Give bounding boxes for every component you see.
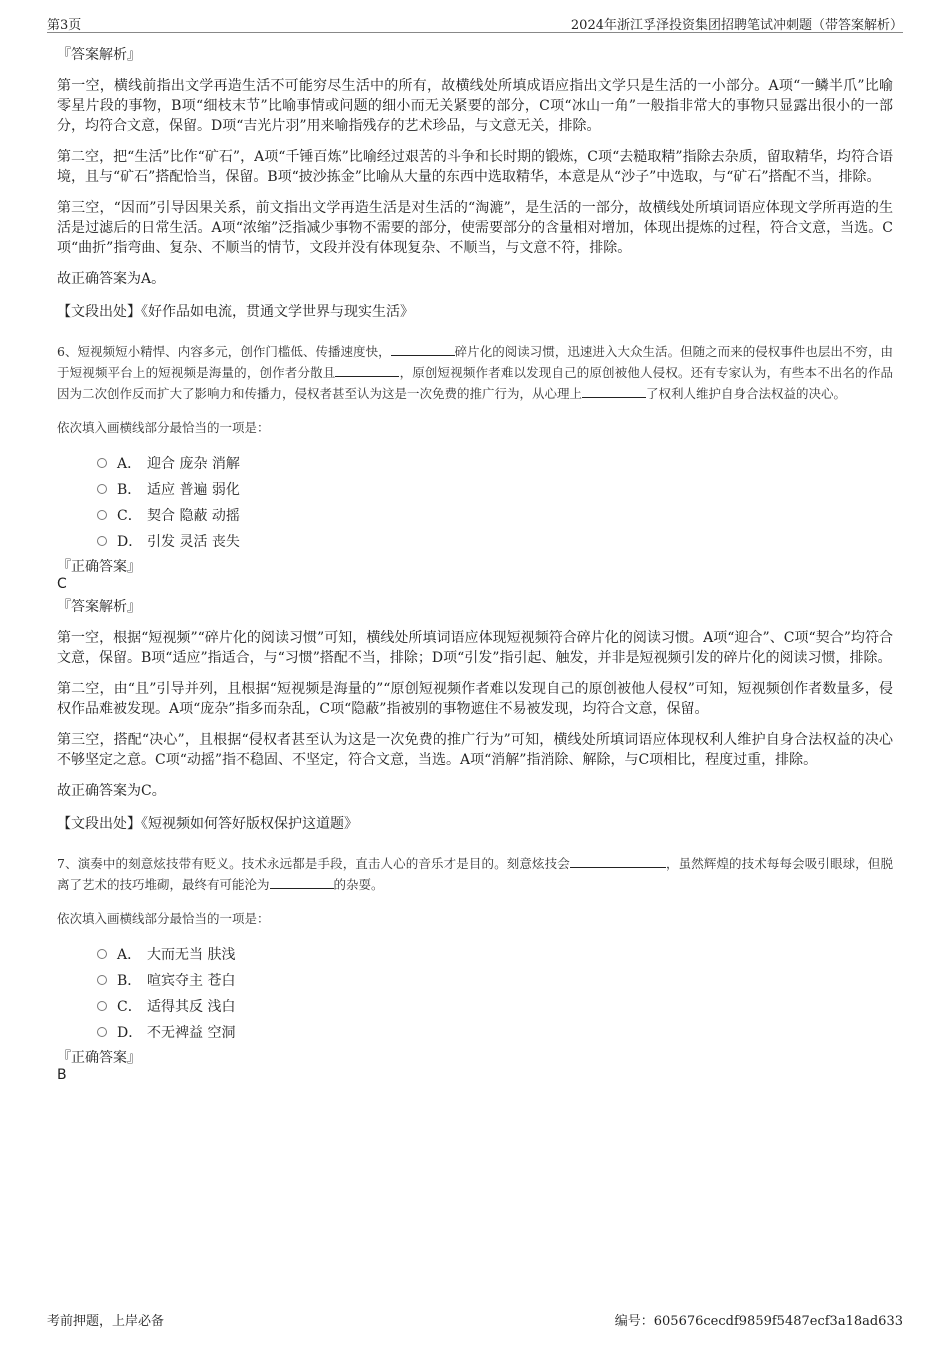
option-b[interactable] (97, 476, 893, 502)
radio-icon[interactable] (97, 1027, 107, 1037)
radio-icon[interactable] (97, 975, 107, 985)
code-label: 编号： (614, 1314, 654, 1329)
option-letter: A． (117, 456, 142, 472)
option-text: 契合 隐蔽 动摇 (147, 508, 240, 524)
option-text: 迎合 庞杂 消解 (147, 456, 240, 472)
code-value: 605676cecdf9859f5487ecf3a18ad633 (653, 1314, 903, 1329)
option-letter: D． (117, 534, 143, 550)
source-citation: 【文段出处】《短视频如何答好版权保护这道题》 (57, 816, 358, 832)
analysis-paragraph: 第二空，由“且”引导并列，且根据“短视频是海量的”“原创短视频作者难以发现自己的原创被他人侵权”可知，短视频创作者数量多，侵权作品难被发现。A项“庞杂”指多而杂乱，C项“隐蔽”指被别的事物遮住不易被发现，均符合文意，保留。 (57, 681, 893, 717)
fill-blank (570, 855, 666, 868)
radio-icon[interactable] (97, 484, 107, 494)
option-letter: C． (117, 999, 142, 1015)
fill-blank (582, 385, 646, 398)
stem-text: 6、短视频短小精悍、内容多元，创作门槛低、传播速度快， (57, 344, 391, 359)
radio-icon[interactable] (97, 1001, 107, 1011)
correct-answer-tag: 『正确答案』 (57, 559, 141, 575)
source-citation: 【文段出处】《好作品如电流，贯通文学世界与现实生活》 (57, 304, 414, 320)
analysis-paragraph: 第三空，“因而”引导因果关系，前文指出文学再造生活是对生活的“淘漉”，是生活的一部分，故横线处所填词语应体现文学所再造的生活是过滤后的日常生活。A项“浓缩”泛指减少事物不需要的部分，使需要部分的含量相对增加，体现出提炼的过程，符合文意，当选。C项“曲折”指弯曲、复杂、不顺当的情节，文段并没有体现复杂、不顺当，与文意不符，排除。 (57, 200, 893, 256)
correct-answer: C (57, 576, 67, 592)
question-7-stem (57, 853, 893, 895)
fill-blank (391, 343, 455, 356)
fill-blank (270, 876, 334, 889)
answer-conclusion: 故正确答案为C。 (57, 783, 166, 799)
radio-icon[interactable] (97, 510, 107, 520)
option-d[interactable] (97, 1019, 893, 1045)
option-text: 引发 灵活 丧失 (147, 534, 240, 550)
radio-icon[interactable] (97, 458, 107, 468)
option-a[interactable] (97, 941, 893, 967)
option-c[interactable] (97, 502, 893, 528)
document-code (615, 1310, 903, 1329)
analysis-paragraph: 第一空，横线前指出文学再造生活不可能穷尽生活中的所有，故横线处所填成语应指出文学只是生活的一小部分。A项“一鳞半爪”比喻零星片段的事物，B项“细枝末节”比喻事情或问题的细小而无关紧要的部分，C项“冰山一角”一般指非常大的事物只显露出很小的一部分，均符合文意，保留。D项“吉光片羽”用来喻指残存的艺术珍品，与文意无关，排除。 (57, 78, 893, 134)
stem-text: 的杂耍。 (333, 877, 384, 892)
radio-icon[interactable] (97, 949, 107, 959)
correct-answer-tag: 『正确答案』 (57, 1050, 141, 1066)
radio-icon[interactable] (97, 536, 107, 546)
footer-slogan: 考前押题，上岸必备 (47, 1314, 165, 1329)
question-6-stem (57, 341, 893, 404)
option-c[interactable] (97, 993, 893, 1019)
option-letter: A． (117, 947, 142, 963)
option-text: 喧宾夺主 苍白 (147, 973, 236, 989)
option-d[interactable] (97, 528, 893, 554)
option-a[interactable] (97, 450, 893, 476)
analysis-tag: 『答案解析』 (57, 599, 141, 615)
question-prompt: 依次填入画横线部分最恰当的一项是： (57, 420, 270, 435)
option-letter: B． (117, 973, 142, 989)
analysis-paragraph: 第一空，根据“短视频”“碎片化的阅读习惯”可知，横线处所填词语应体现短视频符合碎片化的阅读习惯。A项“迎合”、C项“契合”均符合文意，保留。B项“适应”指适合，与“习惯”搭配不当，排除；D项“引发”指引起、触发，并非是短视频引发的碎片化的阅读习惯，排除。 (57, 630, 893, 666)
correct-answer: B (57, 1067, 67, 1083)
stem-text: 了权利人维护自身合法权益的决心。 (646, 386, 847, 401)
question-prompt: 依次填入画横线部分最恰当的一项是： (57, 911, 270, 926)
analysis-paragraph: 第三空，搭配“决心”，且根据“侵权者甚至认为这是一次免费的推广行为”可知，横线处所填词语应体现权利人维护自身合法权益的决心不够坚定之意。C项“动摇”指不稳固、不坚定，符合文意，当选。A项“消解”指消除、解除，与C项相比，程度过重，排除。 (57, 732, 893, 768)
option-letter: D． (117, 1025, 143, 1041)
analysis-tag: 『答案解析』 (57, 47, 141, 63)
option-b[interactable] (97, 967, 893, 993)
option-letter: B． (117, 482, 142, 498)
answer-conclusion: 故正确答案为A。 (57, 271, 166, 287)
document-title: 2024年浙江孚泽投资集团招聘笔试冲刺题（带答案解析） (570, 18, 903, 33)
fill-blank (335, 364, 399, 377)
option-text: 不无裨益 空洞 (147, 1025, 236, 1041)
stem-text: 7、演奏中的刻意炫技带有贬义。技术永远都是手段，直击人心的音乐才是目的。刻意炫技会 (57, 856, 570, 871)
option-text: 适应 普遍 弱化 (147, 482, 240, 498)
stem-text: ，虽然辉煌的技术每每会吸引眼球，但脱离了艺术的技巧堆砌，最终有可能沦为 (57, 856, 893, 892)
analysis-paragraph: 第二空，把“生活”比作“矿石”，A项“千锤百炼”比喻经过艰苦的斗争和长时期的锻炼，C项“去糙取精”指除去杂质，留取精华，均符合语境，且与“矿石”搭配恰当，保留。B项“披沙拣金”比喻从大量的东西中选取精华，本意是从“沙子”中选取，与“矿石”搭配不当，排除。 (57, 149, 893, 185)
option-text: 适得其反 浅白 (147, 999, 236, 1015)
option-letter: C． (117, 508, 142, 524)
page-number: 第3页 (47, 18, 82, 33)
options-list (97, 941, 893, 1045)
option-text: 大而无当 肤浅 (147, 947, 236, 963)
stem-text: 碎片化的阅读习惯，迅速进入大众生活。但随之而来的侵权事件也层出不穷，由于短视频平台上的短视频是海量的，创作者分散且 (57, 344, 893, 380)
page-header (47, 12, 903, 33)
options-list (97, 450, 893, 554)
document-body (57, 44, 893, 1087)
stem-text: ，原创短视频作者难以发现自己的原创被他人侵权。还有专家认为，有些本不出名的作品因为二次创作反而扩大了影响力和传播力，侵权者甚至认为这是一次免费的推广行为，从心理上 (57, 365, 893, 401)
